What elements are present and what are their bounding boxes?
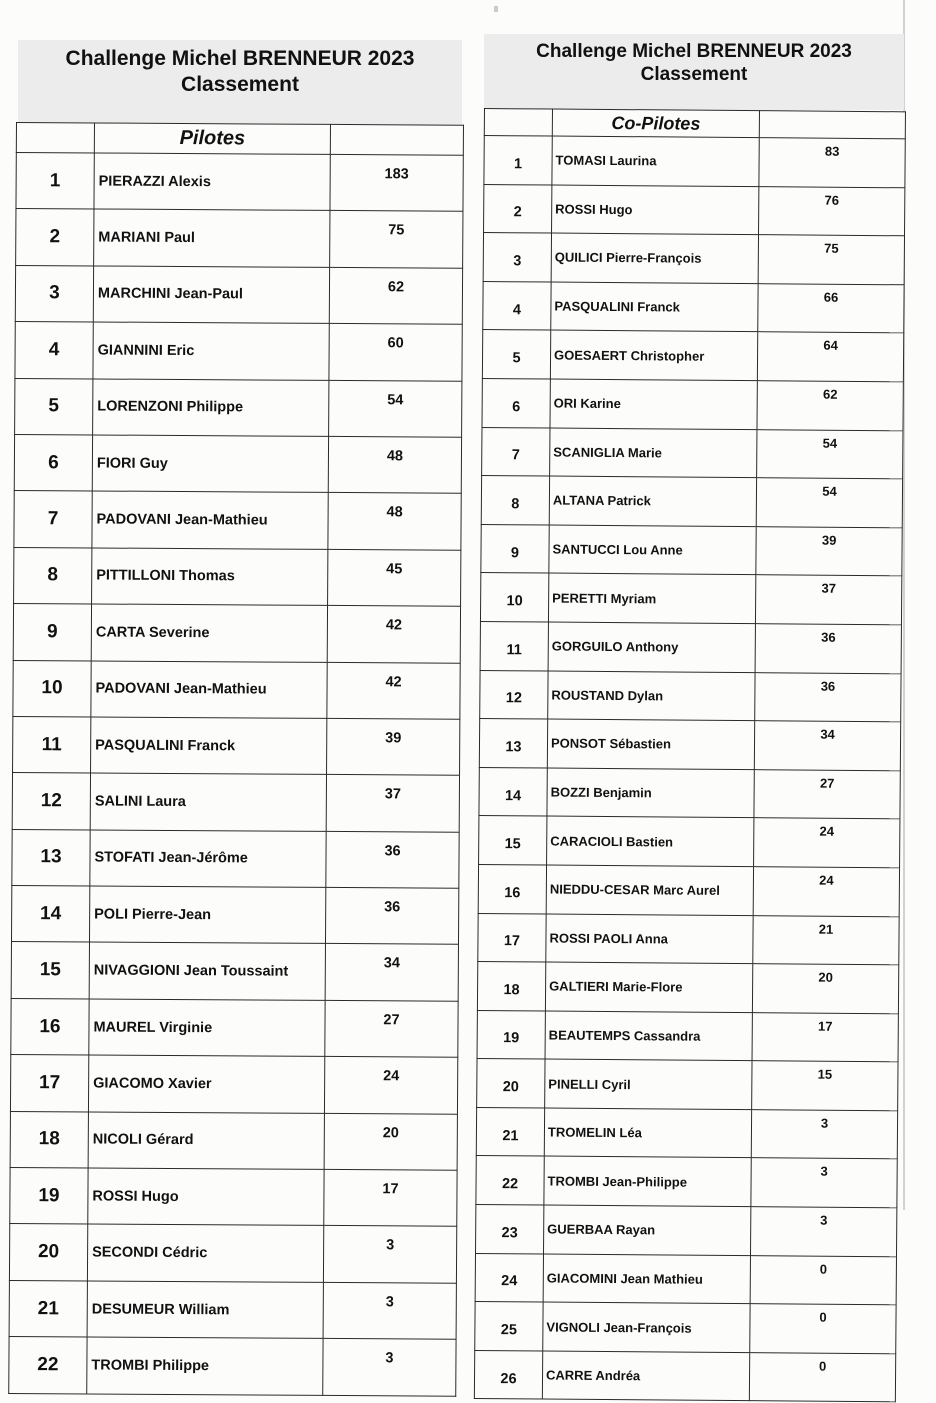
pilote-row — [12, 829, 459, 888]
pilote-points-cell: 48 — [328, 493, 461, 550]
copilote-rank-cell: 11 — [480, 621, 548, 670]
pilote-rank-cell: 10 — [13, 660, 91, 717]
pilote-name-cell: GIACOMO Xavier — [88, 1055, 324, 1113]
copilote-name-cell: ROSSI PAOLI Anna — [546, 914, 753, 964]
paper-mark — [494, 6, 498, 12]
copilote-points-cell: 83 — [759, 138, 905, 188]
pilote-name-cell: LORENZONI Philippe — [93, 379, 329, 437]
copilote-rank-cell: 15 — [479, 816, 547, 865]
copilote-row — [475, 1302, 896, 1354]
pilote-row — [10, 1055, 457, 1114]
copilote-name-cell: GIACOMINI Jean Mathieu — [543, 1254, 750, 1304]
pilote-row — [11, 942, 458, 1001]
copilote-points-cell: 24 — [754, 818, 900, 868]
copilote-name-cell: NIEDDU-CESAR Marc Aurel — [546, 865, 753, 915]
pilote-points-cell: 24 — [324, 1057, 457, 1114]
copilote-rank-cell: 21 — [476, 1107, 544, 1156]
pilote-points-cell: 27 — [325, 1000, 458, 1057]
copilotes-title-band — [484, 34, 904, 110]
copilote-points-cell: 0 — [750, 1255, 896, 1305]
pilote-rank-cell: 17 — [10, 1055, 88, 1112]
pilotes-table — [8, 122, 464, 1396]
pilote-points-cell: 183 — [330, 154, 463, 211]
copilote-row — [474, 1350, 895, 1402]
copilote-rank-cell: 20 — [477, 1059, 545, 1108]
copilote-rank-cell: 18 — [477, 962, 545, 1011]
pilote-points-cell: 42 — [327, 662, 460, 719]
pilote-name-cell: ROSSI Hugo — [88, 1168, 324, 1226]
pilote-rank-cell: 13 — [12, 829, 90, 886]
copilotes-header-row — [484, 109, 905, 139]
copilote-name-cell: ALTANA Patrick — [549, 476, 756, 526]
pilote-rank-cell: 11 — [13, 716, 91, 773]
copilote-rank-cell: 5 — [482, 330, 550, 379]
pilote-row — [14, 491, 461, 550]
copilote-points-cell: 27 — [754, 769, 900, 819]
pilote-rank-cell: 9 — [13, 604, 91, 661]
pilote-row — [15, 265, 462, 324]
copilote-row — [478, 913, 899, 965]
pilotes-header-label: Pilotes — [94, 123, 330, 154]
pilote-row — [9, 1280, 456, 1339]
copilote-name-cell: ROUSTAND Dylan — [548, 671, 755, 721]
pilote-row — [14, 547, 461, 606]
pilote-points-cell: 17 — [324, 1169, 457, 1226]
pilote-name-cell: MARCHINI Jean-Paul — [93, 266, 329, 324]
copilote-points-cell: 75 — [758, 235, 904, 285]
pilote-name-cell: NIVAGGIONI Jean Toussaint — [89, 942, 325, 1000]
copilote-row — [483, 233, 904, 285]
copilote-row — [475, 1253, 896, 1305]
copilote-rank-cell: 3 — [483, 233, 551, 282]
copilote-row — [479, 767, 900, 819]
pilote-name-cell: NICOLI Gérard — [88, 1112, 324, 1170]
copilote-rank-cell: 8 — [481, 476, 549, 525]
pilote-rank-cell: 19 — [10, 1168, 88, 1225]
pilote-rank-cell: 15 — [11, 942, 89, 999]
copilote-points-cell: 21 — [753, 915, 899, 965]
copilote-name-cell: CARRE Andréa — [542, 1351, 749, 1401]
pilotes-title-band — [18, 40, 462, 126]
pilote-points-cell: 36 — [325, 887, 458, 944]
pilote-name-cell: PITTILLONI Thomas — [92, 548, 328, 606]
copilote-rank-cell: 19 — [477, 1010, 545, 1059]
pilote-points-cell: 42 — [327, 606, 460, 663]
copilote-points-cell: 17 — [752, 1012, 898, 1062]
copilote-rank-cell: 25 — [475, 1302, 543, 1351]
copilote-name-cell: PINELLI Cyril — [545, 1059, 752, 1109]
pilote-points-cell: 62 — [329, 267, 462, 324]
copilote-row — [484, 136, 905, 188]
pilotes-header-rank — [16, 123, 94, 153]
copilote-row — [477, 962, 898, 1014]
copilotes-header-label: Co-Pilotes — [552, 109, 759, 138]
pilote-name-cell: MARIANI Paul — [94, 209, 330, 267]
copilote-name-cell: ORI Karine — [550, 379, 757, 429]
pilote-points-cell: 3 — [323, 1282, 456, 1339]
pilote-name-cell: PADOVANI Jean-Mathieu — [91, 660, 327, 718]
pilote-rank-cell: 22 — [9, 1337, 87, 1394]
copilotes-subtitle: Classement — [640, 64, 748, 86]
pilote-name-cell: STOFATI Jean-Jérôme — [90, 830, 326, 888]
pilotes-title: Challenge Michel BRENNEUR 2023 — [65, 47, 415, 70]
pilote-rank-cell: 21 — [9, 1280, 87, 1337]
copilote-points-cell: 37 — [755, 575, 901, 625]
pilote-row — [13, 716, 460, 775]
pilote-name-cell: FIORI Guy — [92, 435, 328, 493]
copilote-row — [476, 1107, 897, 1159]
pilote-row — [16, 153, 463, 212]
copilote-name-cell: GOESAERT Christopher — [550, 330, 757, 380]
pilote-points-cell: 39 — [327, 718, 460, 775]
copilote-row — [480, 670, 901, 722]
copilote-points-cell: 3 — [750, 1207, 896, 1257]
copilote-row — [479, 816, 900, 868]
pilote-points-cell: 34 — [325, 944, 458, 1001]
pilote-points-cell: 75 — [330, 211, 463, 268]
pilote-name-cell: PIERAZZI Alexis — [94, 153, 330, 211]
pilote-points-cell: 3 — [323, 1339, 456, 1396]
pilote-rank-cell: 20 — [9, 1224, 87, 1281]
pilote-name-cell: MAUREL Virginie — [89, 999, 325, 1057]
copilote-points-cell: 76 — [759, 186, 905, 236]
pilote-rank-cell: 18 — [10, 1111, 88, 1168]
copilote-row — [482, 330, 903, 382]
pilote-rank-cell: 5 — [15, 378, 93, 435]
copilote-rank-cell: 24 — [475, 1253, 543, 1302]
copilote-name-cell: BOZZI Benjamin — [547, 768, 754, 818]
copilote-points-cell: 66 — [758, 283, 904, 333]
pilote-row — [14, 434, 461, 493]
copilote-rank-cell: 14 — [479, 767, 547, 816]
copilote-points-cell: 34 — [754, 721, 900, 771]
copilote-row — [480, 573, 901, 625]
pilote-row — [11, 886, 458, 945]
copilote-rank-cell: 23 — [476, 1205, 544, 1254]
pilote-name-cell: POLI Pierre-Jean — [89, 886, 325, 944]
pilote-points-cell: 48 — [328, 436, 461, 493]
pilote-points-cell: 45 — [328, 549, 461, 606]
copilote-row — [481, 524, 902, 576]
copilote-name-cell: ROSSI Hugo — [552, 185, 759, 235]
pilote-row — [13, 604, 460, 663]
copilote-row — [477, 1010, 898, 1062]
pilote-row — [9, 1224, 456, 1283]
copilote-rank-cell: 12 — [480, 670, 548, 719]
copilote-row — [482, 378, 903, 430]
copilote-rank-cell: 16 — [478, 864, 546, 913]
pilote-name-cell: PASQUALINI Franck — [91, 717, 327, 775]
copilote-rank-cell: 7 — [482, 427, 550, 476]
pilote-rank-cell: 4 — [15, 322, 93, 379]
copilote-rank-cell: 1 — [484, 136, 552, 185]
pilote-points-cell: 54 — [329, 380, 462, 437]
pilote-row — [16, 209, 463, 268]
pilote-rank-cell: 16 — [11, 998, 89, 1055]
copilote-points-cell: 3 — [751, 1110, 897, 1160]
pilote-row — [9, 1337, 456, 1396]
copilote-points-cell: 24 — [753, 867, 899, 917]
copilote-points-cell: 54 — [757, 429, 903, 479]
copilotes-table — [474, 108, 906, 1403]
pilote-name-cell: PADOVANI Jean-Mathieu — [92, 491, 328, 549]
copilote-row — [482, 427, 903, 479]
pilote-rank-cell: 3 — [15, 265, 93, 322]
copilote-name-cell: SANTUCCI Lou Anne — [549, 525, 756, 575]
pilote-row — [13, 660, 460, 719]
copilote-name-cell: TROMELIN Léa — [544, 1108, 751, 1158]
copilote-rank-cell: 4 — [483, 281, 551, 330]
copilotes-header-points — [759, 111, 905, 139]
copilote-name-cell: PERETTI Myriam — [548, 573, 755, 623]
pilote-rank-cell: 2 — [16, 209, 94, 266]
pilote-row — [12, 773, 459, 832]
copilote-name-cell: GALTIERI Marie-Flore — [545, 962, 752, 1012]
copilote-name-cell: PASQUALINI Franck — [551, 282, 758, 332]
pilote-name-cell: SECONDI Cédric — [87, 1224, 323, 1282]
copilote-row — [484, 184, 905, 236]
pilote-rank-cell: 8 — [14, 547, 92, 604]
copilote-name-cell: SCANIGLIA Marie — [550, 428, 757, 478]
copilote-name-cell: TROMBI Jean-Philippe — [544, 1156, 751, 1206]
pilote-points-cell: 36 — [326, 831, 459, 888]
pilote-rank-cell: 1 — [16, 153, 94, 210]
copilote-row — [481, 476, 902, 528]
copilotes-header-rank — [484, 109, 552, 137]
copilote-name-cell: CARACIOLI Bastien — [547, 816, 754, 866]
copilote-points-cell: 0 — [749, 1352, 895, 1402]
copilote-rank-cell: 9 — [481, 524, 549, 573]
copilote-row — [476, 1156, 897, 1208]
copilote-points-cell: 54 — [756, 478, 902, 528]
copilote-points-cell: 20 — [752, 964, 898, 1014]
pilote-row — [15, 378, 462, 437]
pilote-row — [15, 322, 462, 381]
copilote-row — [478, 864, 899, 916]
copilote-row — [483, 281, 904, 333]
copilote-points-cell: 62 — [757, 381, 903, 431]
pilote-points-cell: 20 — [324, 1113, 457, 1170]
copilote-name-cell: GUERBAA Rayan — [544, 1205, 751, 1255]
copilote-points-cell: 36 — [755, 672, 901, 722]
copilote-rank-cell: 13 — [479, 719, 547, 768]
pilote-name-cell: DESUMEUR William — [87, 1281, 323, 1339]
copilote-points-cell: 36 — [755, 624, 901, 674]
pilotes-header-points — [330, 124, 463, 155]
copilote-points-cell: 39 — [756, 526, 902, 576]
copilote-rank-cell: 10 — [480, 573, 548, 622]
copilote-row — [479, 719, 900, 771]
copilote-name-cell: VIGNOLI Jean-François — [543, 1302, 750, 1352]
pilotes-header-row — [16, 123, 463, 156]
copilote-name-cell: BEAUTEMPS Cassandra — [545, 1011, 752, 1061]
pilote-row — [10, 1168, 457, 1227]
copilote-rank-cell: 26 — [474, 1350, 542, 1399]
copilote-points-cell: 15 — [752, 1061, 898, 1111]
pilotes-subtitle: Classement — [181, 72, 299, 96]
pilote-name-cell: TROMBI Philippe — [87, 1337, 323, 1395]
pilote-name-cell: SALINI Laura — [90, 773, 326, 831]
copilote-row — [476, 1205, 897, 1257]
pilote-name-cell: CARTA Severine — [91, 604, 327, 662]
copilotes-title: Challenge Michel BRENNEUR 2023 — [536, 41, 852, 62]
pilote-points-cell: 37 — [326, 775, 459, 832]
pilote-name-cell: GIANNINI Eric — [93, 322, 329, 380]
pilote-row — [11, 998, 458, 1057]
pilote-row — [10, 1111, 457, 1170]
copilote-row — [480, 621, 901, 673]
copilote-points-cell: 64 — [757, 332, 903, 382]
copilote-points-cell: 3 — [751, 1158, 897, 1208]
pilote-rank-cell: 14 — [11, 886, 89, 943]
pilote-rank-cell: 12 — [12, 773, 90, 830]
copilote-row — [477, 1059, 898, 1111]
copilote-name-cell: PONSOT Sébastien — [547, 719, 754, 769]
copilote-rank-cell: 6 — [482, 378, 550, 427]
pilote-points-cell: 3 — [323, 1226, 456, 1283]
copilote-rank-cell: 17 — [478, 913, 546, 962]
copilote-name-cell: GORGUILO Anthony — [548, 622, 755, 672]
copilote-rank-cell: 22 — [476, 1156, 544, 1205]
copilote-name-cell: QUILICI Pierre-François — [551, 233, 758, 283]
copilote-name-cell: TOMASI Laurina — [552, 136, 759, 186]
pilote-points-cell: 60 — [329, 324, 462, 381]
pilote-rank-cell: 7 — [14, 491, 92, 548]
copilote-points-cell: 0 — [750, 1304, 896, 1354]
copilote-rank-cell: 2 — [484, 184, 552, 233]
pilote-rank-cell: 6 — [14, 434, 92, 491]
